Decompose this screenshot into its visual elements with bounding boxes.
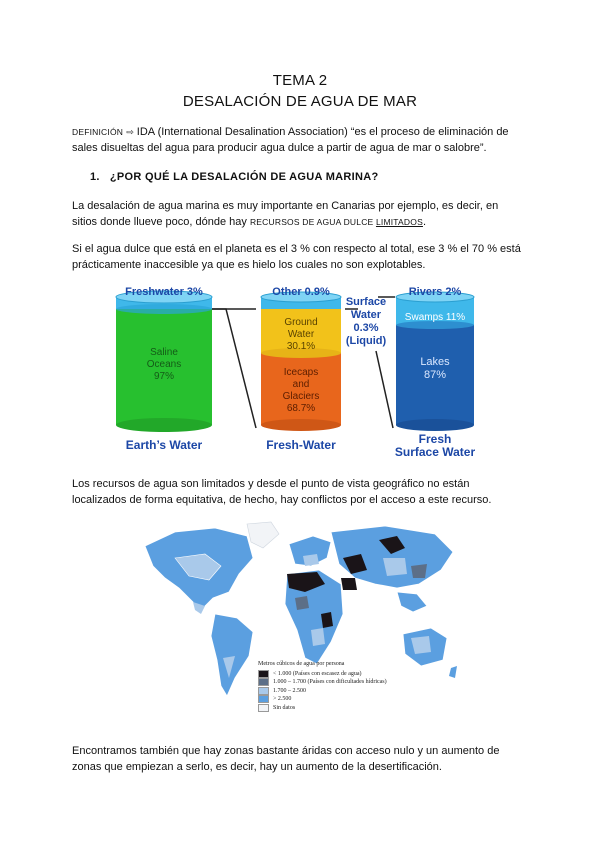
paragraph-line: Los recursos de agua son limitados y desde el punto de vista geográfico no están <box>72 478 470 490</box>
ice-label-2: and <box>292 379 310 390</box>
surface-callout-3: 0.3% <box>353 322 379 334</box>
fresh-caption: Fresh-Water <box>266 438 336 452</box>
rivers-label: Rivers 2% <box>408 286 462 298</box>
legend-swatch <box>258 704 269 712</box>
ground-label-3: 30.1% <box>286 341 316 352</box>
ground-label-1: Ground <box>284 317 318 328</box>
earth-freshwater-label: Freshwater 3% <box>125 286 203 298</box>
ice-label-3: Glaciers <box>282 391 320 402</box>
arrow-icon: ⇨ <box>126 127 134 137</box>
section-title: ¿POR QUÉ LA DESALACIÓN DE AGUA MARINA? <box>109 171 379 183</box>
surface-water-cylinder <box>395 286 476 459</box>
connector-line <box>212 309 256 428</box>
legend-title: Metros cúbicos de agua por persona <box>258 661 345 667</box>
legend-label: 1.000 – 1.700 (Países con dificultades hídricas) <box>273 679 387 685</box>
paragraph-line: Encontramos también que hay zonas bastante áridas con acceso nulo y un aumento de <box>72 745 500 757</box>
connector-line <box>376 351 393 428</box>
section-heading <box>90 171 379 183</box>
paragraph-desertification <box>72 743 532 775</box>
ice-label-1: Icecaps <box>283 367 319 378</box>
earth-water-cylinder <box>116 286 212 452</box>
legend-swatch <box>258 670 269 678</box>
definition-line-2: sales disueltas del agua para producir agua dulce a partir de agua de mar o salobre”. <box>72 142 487 154</box>
page-title: TEMA 2 <box>272 72 328 89</box>
legend-label: < 1.000 (Países con escasez de agua) <box>273 670 362 677</box>
paragraph-percent <box>72 241 532 273</box>
caps-text: RECURSOS DE AGUA DULCE <box>249 217 376 227</box>
paragraph-line: zonas que empiezan a serlo, es decir, hay un aumento de la desertificación. <box>72 761 442 773</box>
caps-underlined-text: LIMITADOS <box>375 217 423 227</box>
map-legend <box>258 660 458 712</box>
legend-swatch <box>258 687 269 695</box>
earth-caption: Earth’s Water <box>125 438 203 452</box>
section-number: 1. <box>90 171 100 183</box>
map-south-america <box>211 614 253 696</box>
saline-label-3: 97% <box>153 371 175 382</box>
paragraph-line: Si el agua dulce que está en el planeta es el 3 % con respecto al total, ese 3 % el 70 % está <box>72 243 521 255</box>
surface-callout-1: Surface <box>345 296 387 308</box>
legend-swatch <box>258 695 269 703</box>
legend-row <box>258 695 458 704</box>
paragraph-line: localizados de forma equitativa, de hecho, hay conflictos por el acceso a este recurso. <box>72 494 492 506</box>
fresh-water-cylinder <box>261 286 341 452</box>
map-southeast-asia <box>397 592 427 612</box>
map-greenland <box>247 522 279 548</box>
ice-label-4: 68.7% <box>286 403 316 414</box>
definition-paragraph <box>72 124 542 156</box>
paragraph-canarias <box>72 198 532 230</box>
fresh-other-label: Other 0.9% <box>272 286 330 298</box>
swamps-label: Swamps 11% <box>404 312 466 323</box>
saline-label-2: Oceans <box>146 359 182 370</box>
legend-label: 1.700 – 2.500 <box>273 687 306 694</box>
legend-row <box>258 704 458 713</box>
period: . <box>422 216 427 228</box>
legend-swatch <box>258 678 269 686</box>
lakes-label-1: Lakes <box>420 356 450 368</box>
legend-row <box>258 678 458 687</box>
page-subtitle: DESALACIÓN DE AGUA DE MAR <box>182 93 418 110</box>
legend-row <box>258 687 458 696</box>
surface-caption-2: Surface Water <box>394 445 476 459</box>
paragraph-line: sitios donde llueve poco, dónde hay <box>72 216 250 228</box>
definition-label: DEFINICIÓN <box>72 127 124 137</box>
paragraph-line: La desalación de agua marina es muy importante en Canarias por ejemplo, es decir, en <box>72 200 499 212</box>
saline-label-1: Saline <box>150 347 178 358</box>
legend-row <box>258 670 458 679</box>
surface-callout-2: Water <box>350 309 382 321</box>
lakes-label-2: 87% <box>423 369 447 381</box>
surface-callout-4: (Liquid) <box>345 335 387 347</box>
paragraph-line: prácticamente inaccesible ya que es hielo los cuales no son explotables. <box>72 259 426 271</box>
legend-label: > 2.500 <box>273 696 292 702</box>
surface-caption-1: Fresh <box>418 432 452 446</box>
legend-label: Sin datos <box>273 704 296 711</box>
water-distribution-figure <box>108 283 480 461</box>
definition-line-1: IDA (International Desalination Association) “es el proceso de eliminación de <box>133 126 509 138</box>
paragraph-resources <box>72 476 532 508</box>
ground-label-2: Water <box>287 329 315 340</box>
